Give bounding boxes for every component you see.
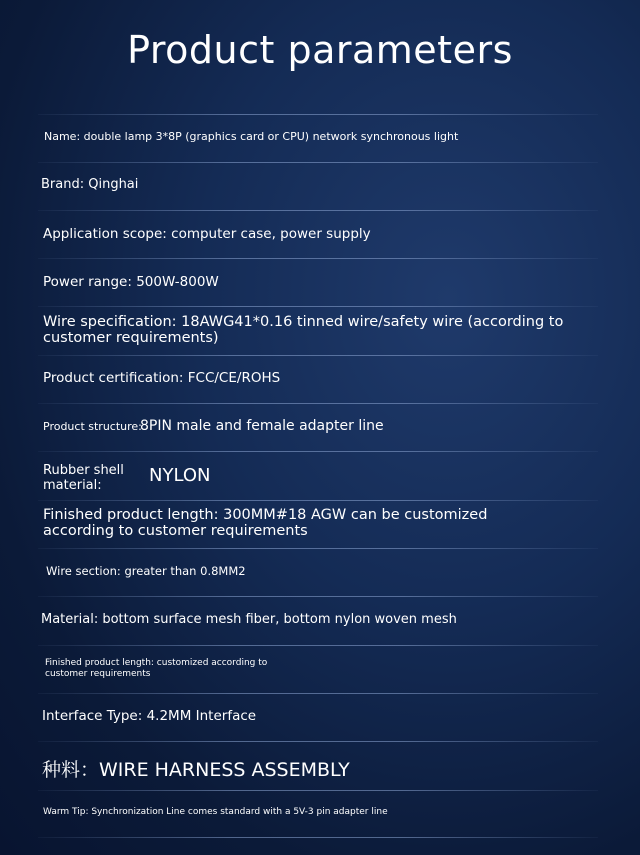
param-finished-line1: Finished product length: customized according to — [45, 658, 268, 668]
divider — [38, 741, 598, 742]
page-title: Product parameters — [127, 28, 513, 72]
divider — [38, 210, 598, 211]
param-length-line2: according to customer requirements — [43, 523, 308, 539]
param-wire-spec-line1: Wire specification: 18AWG41*0.16 tinned wire/safety wire (according to — [43, 314, 564, 330]
param-length-line1: Finished product length: 300MM#18 AGW can be customized — [43, 507, 488, 523]
divider — [38, 500, 598, 501]
divider — [38, 306, 598, 307]
param-structure-label: Product structure: — [43, 420, 142, 433]
divider — [38, 162, 598, 163]
param-application: Application scope: computer case, power supply — [43, 226, 371, 242]
param-wire-spec-line2: customer requirements) — [43, 330, 219, 346]
divider — [38, 693, 598, 694]
divider — [38, 114, 598, 115]
divider — [38, 355, 598, 356]
param-structure-value: 8PIN male and female adapter line — [140, 418, 384, 434]
param-certification: Product certification: FCC/CE/ROHS — [43, 370, 281, 386]
divider — [38, 451, 598, 452]
divider — [38, 645, 598, 646]
param-power: Power range: 500W-800W — [43, 274, 219, 290]
divider — [38, 596, 598, 597]
divider — [38, 403, 598, 404]
param-interface: Interface Type: 4.2MM Interface — [42, 708, 257, 724]
param-name: Name: double lamp 3*8P (graphics card or CPU) network synchronous light — [44, 130, 459, 143]
param-rubber-label-line1: Rubber shell — [43, 463, 124, 478]
divider — [38, 837, 598, 838]
param-type-line: 种料：WIRE HARNESS ASSEMBLY — [42, 759, 350, 781]
divider — [38, 548, 598, 549]
param-rubber-label-line2: material: — [43, 478, 102, 493]
param-finished-line2: customer requirements — [45, 669, 151, 679]
param-brand: Brand: Qinghai — [41, 177, 139, 192]
divider — [38, 258, 598, 259]
divider — [38, 790, 598, 791]
param-wire-section: Wire section: greater than 0.8MM2 — [46, 564, 246, 578]
param-rubber-value: NYLON — [149, 465, 211, 486]
param-warm-tip: Warm Tip: Synchronization Line comes standard with a 5V-3 pin adapter line — [43, 807, 388, 817]
param-material: Material: bottom surface mesh fiber, bottom nylon woven mesh — [41, 612, 457, 627]
